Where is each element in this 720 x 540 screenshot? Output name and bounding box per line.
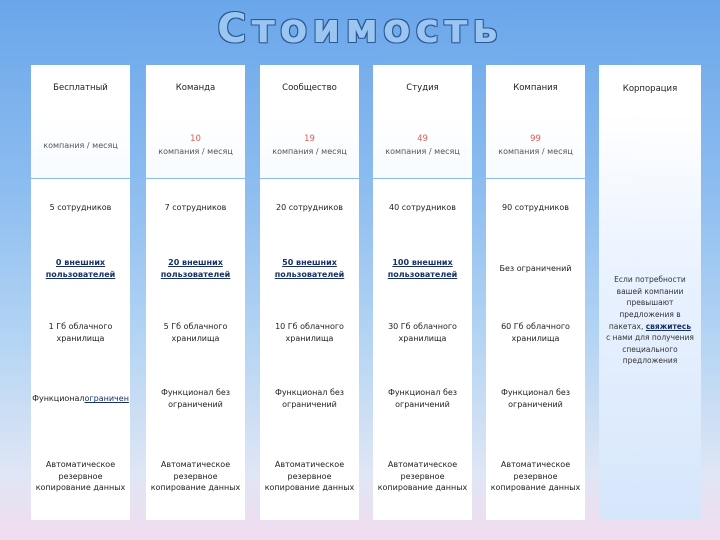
plan-function: Функционал без ограничений (486, 365, 585, 433)
external-users-link[interactable]: 0 внешних пользователей (45, 258, 116, 279)
plan-backup: Автоматическое резервное копирование данных (260, 433, 359, 520)
plan-price-cell (373, 112, 472, 178)
plan-backup: Автоматическое резервное копирование данных (146, 433, 245, 520)
plan-name: Сообщество (260, 65, 359, 112)
plan-function: Функционал без ограничений (260, 365, 359, 433)
function-label: Функционал (32, 394, 85, 404)
plan-storage: 10 Гб облачного хранилища (260, 301, 359, 365)
plan-corporation-name: Корпорация (599, 65, 701, 112)
external-users-link[interactable]: 100 внешних пользователей (387, 258, 458, 279)
plan-price-cell (486, 112, 585, 178)
external-users-link[interactable]: 50 внешних пользователей (274, 258, 345, 279)
plan-employees: 20 сотрудников (260, 179, 359, 237)
plan-storage: 5 Гб облачного хранилища (146, 301, 245, 365)
plan-backup: Автоматическое резервное копирование данных (486, 433, 585, 520)
plan-price-cell (31, 112, 130, 178)
plan-employees: 90 сотрудников (486, 179, 585, 237)
plan-function: Функционал без ограничений (146, 365, 245, 433)
plan-employees: 40 сотрудников (373, 179, 472, 237)
plan-price: 19 (304, 133, 315, 144)
plan-column-team (146, 65, 245, 521)
plan-period: компания / месяц (385, 146, 460, 156)
plan-storage: 1 Гб облачного хранилища (31, 301, 130, 365)
plan-function-cell (31, 365, 130, 433)
plan-period: компания / месяц (158, 146, 233, 156)
plan-users-cell (31, 237, 130, 301)
plan-backup: Автоматическое резервное копирование данных (373, 433, 472, 520)
plan-function: Функционал без ограничений (373, 365, 472, 433)
plan-name: Бесплатный (31, 65, 130, 112)
plan-storage: 30 Гб облачного хранилища (373, 301, 472, 365)
plan-storage: 60 Гб облачного хранилища (486, 301, 585, 365)
page-title: Стоимость (217, 6, 503, 52)
contact-us-link[interactable]: свяжитесь (645, 321, 692, 331)
plan-name: Компания (486, 65, 585, 112)
corporation-note-text: Если потребности вашей компании превышают предложения в пакетах, (608, 275, 686, 331)
plan-column-studio (373, 65, 472, 521)
corporation-note-text-end: с нами для получения специального предложения (606, 333, 694, 366)
plan-period: компания / месяц (272, 146, 347, 156)
plan-users-unlimited: Без ограничений (486, 237, 585, 301)
plan-period: компания / месяц (498, 146, 573, 156)
plan-period: компания / месяц (43, 140, 118, 150)
plan-column-community (260, 65, 359, 521)
external-users-link[interactable]: 20 внешних пользователей (160, 258, 231, 279)
plan-employees: 7 сотрудников (146, 179, 245, 237)
plan-price: 99 (530, 133, 541, 144)
plan-users-cell (146, 237, 245, 301)
plan-price-cell (146, 112, 245, 178)
plan-employees: 5 сотрудников (31, 179, 130, 237)
plan-column-company (486, 65, 585, 521)
plan-column-free (31, 65, 130, 521)
corporation-note (606, 274, 694, 367)
function-limited-link[interactable]: ограничен (84, 394, 129, 404)
plan-users-cell (373, 237, 472, 301)
plan-name: Студия (373, 65, 472, 112)
plan-users-cell (260, 237, 359, 301)
plan-backup: Автоматическое резервное копирование данных (31, 433, 130, 520)
plan-price: 10 (190, 133, 201, 144)
plan-price-cell (260, 112, 359, 178)
plan-name: Команда (146, 65, 245, 112)
plan-price: 49 (417, 133, 428, 144)
